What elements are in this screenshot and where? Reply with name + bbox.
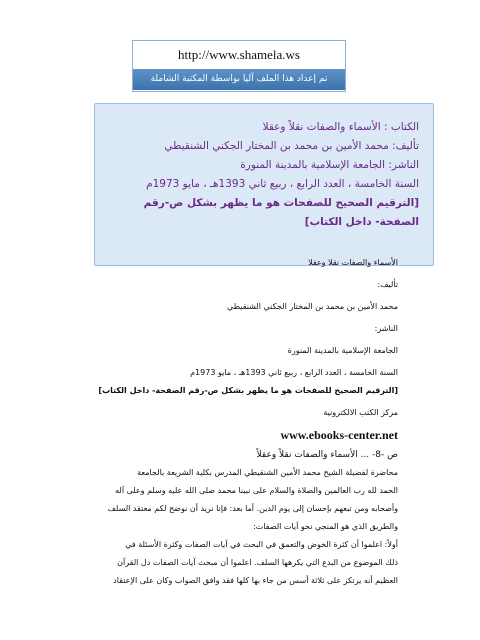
content-line: العظيم أنه يرتكز على ثلاثة أسس من جاء بها كلها فقد وافق الصواب وكان على الإعتقاد [113,576,398,585]
banner-subtitle: تم إعداد هذا الملف آليا بواسطة المكتبة الشاملة [133,69,345,90]
page-content [0,446,480,590]
info-book-title: الكتاب : الأسماء والصفات نقلاً وعقلا [262,121,419,133]
source-center: مركز الكتب الالكترونية [323,408,398,417]
details-publisher-label: الناشر: [374,324,398,333]
details-publisher: الجامعة الإسلامية بالمدينة المنورة [287,346,398,355]
info-publisher: الناشر: الجامعة الإسلامية بالمدينة المنورة [240,159,419,171]
details-edition: السنة الخامسة ، العدد الرابع ، ربيع ثاني 1393هـ ، مايو 1973م [190,368,398,377]
info-edition: السنة الخامسة ، العدد الرابع ، ربيع ثاني 1393هـ ، مايو 1973م [146,178,419,190]
info-author: تأليف: محمد الأمين بن محمد بن المختار الجكني الشنقيطي [164,140,419,152]
book-info-box [94,103,434,266]
content-line: والطريق الذي هو المنجي نحو آيات الصفات: [253,522,398,531]
page-header: ص -8- ... الأسماء والصفات نقلاً وعقلاً [256,450,398,460]
details-author-label: تأليف: [377,280,398,289]
content-line: الحمد لله رب العالمين والصلاة والسلام على نبينا محمد صلى الله عليه وسلم وعلى آله [115,486,398,495]
details-title: الأسماء والصفات نقلا وعقلا [308,258,398,267]
content-line: محاضرة لفضيلة الشيخ محمد الأمين الشنقيطي المدرس بكلية الشريعة بالجامعة [137,468,398,477]
info-numbering-note: [الترقيم الصحيح للصفحات هو ما يظهر بشكل ص-رقم الصفحة- داخل الكتاب] [143,197,419,228]
source-numbering-note: [الترقيم الصحيح للصفحات هو ما يظهر بشكل ص-رقم الصفحة- داخل الكتاب] [98,386,398,395]
shamela-banner [132,40,346,92]
book-details [0,252,480,384]
source-url[interactable]: www.ebooks-center.net [280,428,398,442]
details-author: محمد الأمين بن محمد بن المختار الجكني الشنقيطي [227,302,398,311]
content-line: أولاً: اعلموا أن كثرة الخوض والتعمق في البحث في آيات الصفات وكثرة الأسئلة في [125,540,398,549]
source-info [0,380,480,446]
banner-url[interactable]: http://www.shamela.ws [178,47,300,62]
content-line: وأصحابه ومن تبعهم بإحسان إلى يوم الدين. أما بعد: فإنا نريد أن نوضح لكم معتقد السلف [107,504,398,513]
content-line: ذلك الموضوع من البدع التي يكرهها السلف. اعلموا أن مبحث آيات الصفات دل القرآن [117,558,398,567]
